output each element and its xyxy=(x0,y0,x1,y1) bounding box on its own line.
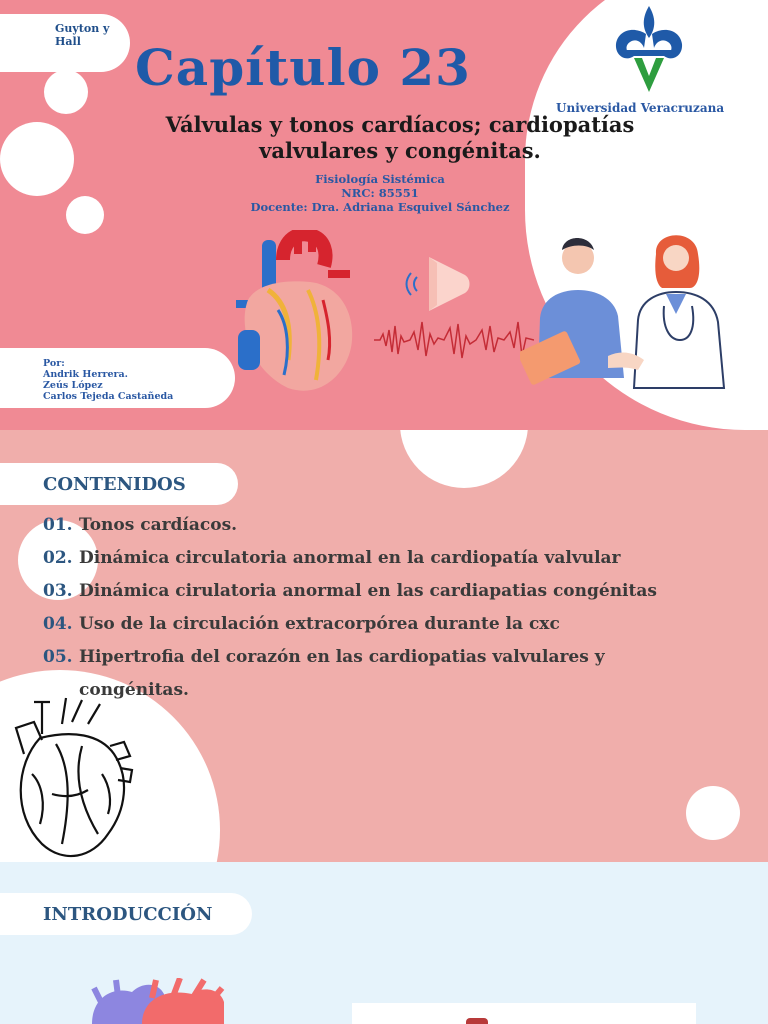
toc-number: 02. xyxy=(43,548,73,568)
toc-number: 05. xyxy=(43,647,73,667)
toc-item xyxy=(43,608,560,641)
sound-icon xyxy=(405,253,473,315)
heart-partial-icon xyxy=(82,978,232,1024)
ecg-wave-icon xyxy=(374,316,534,362)
line-art-heart-icon xyxy=(12,694,140,862)
course-nrc: NRC: 85551 xyxy=(341,186,419,200)
page-title: Capítulo 23 xyxy=(135,38,471,97)
anatomical-heart-icon xyxy=(228,230,358,395)
subtitle xyxy=(120,112,680,164)
toc-text: Uso de la circulación extracorpórea durante la cxc xyxy=(79,614,560,634)
source-label: Guyton y Hall xyxy=(55,22,110,48)
image-placeholder xyxy=(352,1003,696,1024)
authors xyxy=(43,358,173,402)
toc-text: Dinámica circulatoria anormal en la cardiopatía valvular xyxy=(79,548,621,568)
teacher-name: Docente: Dra. Adriana Esquivel Sánchez xyxy=(250,200,510,214)
university-logo-icon xyxy=(612,4,686,96)
toc-text: Hipertrofia del corazón en las cardiopatias valvulares y xyxy=(79,647,605,667)
author-name: Andrik Herrera. xyxy=(43,369,128,380)
decorative-dot xyxy=(686,786,740,840)
toc-number: 01. xyxy=(43,515,73,535)
author-name: Carlos Tejeda Castañeda xyxy=(43,391,174,402)
contents-heading: CONTENIDOS xyxy=(43,474,186,495)
introduction-slide xyxy=(0,862,768,1024)
subtitle-line: valvulares y congénitas. xyxy=(259,138,541,163)
toc-item xyxy=(43,509,237,542)
course-name: Fisiología Sistémica xyxy=(315,172,445,186)
author-name: Zeús López xyxy=(43,380,103,391)
university-name: Universidad Veracruzana xyxy=(556,101,725,115)
toc-number: 04. xyxy=(43,614,73,634)
contents-slide xyxy=(0,430,768,862)
toc-item xyxy=(43,575,657,608)
subtitle-line: Válvulas y tonos cardíacos; cardiopatías xyxy=(165,112,635,137)
doctor-patient-illustration xyxy=(520,228,750,400)
introduction-heading: INTRODUCCIÓN xyxy=(43,904,213,925)
decorative-dot xyxy=(44,70,88,114)
toc-text-continuation: congénitas. xyxy=(79,680,189,700)
image-placeholder-mark xyxy=(466,1018,488,1024)
decorative-dot xyxy=(66,196,104,234)
toc-number: 03. xyxy=(43,581,73,601)
toc-item xyxy=(43,641,605,674)
title-slide xyxy=(0,0,768,430)
toc-item xyxy=(43,542,621,575)
toc-text: Dinámica cirulatoria anormal en las cardiapatias congénitas xyxy=(79,581,657,601)
toc-text: Tonos cardíacos. xyxy=(79,515,238,535)
authors-label: Por: xyxy=(43,358,65,369)
decorative-dot xyxy=(400,430,528,488)
decorative-dot xyxy=(0,122,74,196)
